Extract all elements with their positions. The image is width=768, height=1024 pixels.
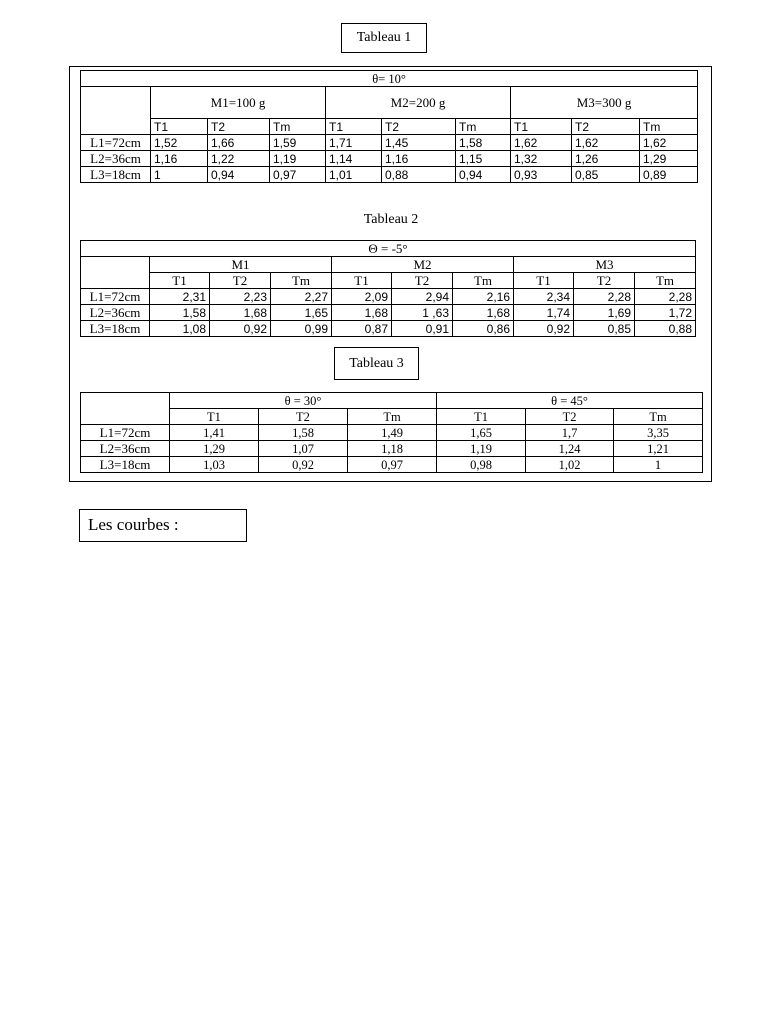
table-cell: 1 (151, 167, 208, 183)
table-cell: 1,01 (326, 167, 382, 183)
tableau-3-caption-text: Tableau 3 (349, 355, 404, 371)
t3-sub-header: Tm (348, 409, 437, 425)
table-cell: 1,19 (270, 151, 326, 167)
t2-sub-header: T2 (574, 273, 635, 289)
table-row (81, 321, 696, 337)
table-cell: 1,41 (170, 425, 259, 441)
table-cell: 1,62 (572, 135, 640, 151)
table-cell: 0,86 (453, 321, 514, 337)
table-cell: 1,62 (640, 135, 698, 151)
table-cell: 1,52 (151, 135, 208, 151)
table-cell: 1,62 (511, 135, 572, 151)
t3-sub-header: T2 (259, 409, 348, 425)
table-cell: 0,88 (635, 321, 696, 337)
row-label: L3=18cm (81, 321, 150, 337)
t2-sub-header: T1 (514, 273, 574, 289)
row-label: L1=72cm (81, 135, 151, 151)
table-row (81, 441, 703, 457)
t1-sub-header: T1 (511, 119, 572, 135)
table-cell: 1,72 (635, 305, 696, 321)
table-cell: 1,7 (526, 425, 614, 441)
table-cell: 1,29 (640, 151, 698, 167)
table-cell: 3,35 (614, 425, 703, 441)
table-cell: 0,91 (392, 321, 453, 337)
table-cell: 0,94 (208, 167, 270, 183)
t1-corner-cell (81, 87, 151, 135)
table-cell: 2,27 (271, 289, 332, 305)
table-cell: 1,65 (437, 425, 526, 441)
table-cell: 1,24 (526, 441, 614, 457)
table-cell: 0,92 (259, 457, 348, 473)
table-cell: 1,59 (270, 135, 326, 151)
table-row (81, 167, 698, 183)
t1-sub-header: T1 (326, 119, 382, 135)
table-row (81, 457, 703, 473)
row-label: L2=36cm (81, 441, 170, 457)
courbes-heading (79, 509, 247, 542)
table-cell: 1,19 (437, 441, 526, 457)
table-cell: 0,94 (456, 167, 511, 183)
table-cell: 1,58 (150, 305, 210, 321)
table-cell: 1,16 (382, 151, 456, 167)
table-cell: 1,16 (151, 151, 208, 167)
table-cell: 2,16 (453, 289, 514, 305)
table-cell: 1,14 (326, 151, 382, 167)
tableau-1 (80, 70, 698, 183)
table-cell: 1,26 (572, 151, 640, 167)
table-cell: 0,98 (437, 457, 526, 473)
table-row (81, 135, 698, 151)
table-cell: 1,08 (150, 321, 210, 337)
table-cell: 2,23 (210, 289, 271, 305)
t1-mass-header-m2: M2=200 g (326, 87, 511, 119)
table-cell: 2,31 (150, 289, 210, 305)
t2-sub-header: Tm (635, 273, 696, 289)
table-cell: 1,74 (514, 305, 574, 321)
table-row (81, 425, 703, 441)
table-cell: 1,45 (382, 135, 456, 151)
tableau-2-caption: Tableau 2 (363, 212, 419, 227)
row-label: L1=72cm (81, 425, 170, 441)
tableau-1-caption (341, 23, 427, 53)
t2-sub-header: T2 (210, 273, 271, 289)
courbes-heading-text: Les courbes : (88, 515, 179, 534)
table-cell: 1,58 (259, 425, 348, 441)
table-cell: 2,28 (635, 289, 696, 305)
table-cell: 2,34 (514, 289, 574, 305)
table-row (81, 151, 698, 167)
t1-mass-header-m1: M1=100 g (151, 87, 326, 119)
table-cell: 1,32 (511, 151, 572, 167)
row-label: L3=18cm (81, 167, 151, 183)
t3-sub-header: T1 (437, 409, 526, 425)
t1-mass-header-m3: M3=300 g (511, 87, 698, 119)
table-cell: 0,85 (574, 321, 635, 337)
table-cell: 2,09 (332, 289, 392, 305)
table-cell: 2,94 (392, 289, 453, 305)
t2-mass-header-m3: M3 (514, 257, 696, 273)
table-cell: 0,97 (348, 457, 437, 473)
t1-sub-header: T2 (208, 119, 270, 135)
t3-sub-header: T2 (526, 409, 614, 425)
table-cell: 0,89 (640, 167, 698, 183)
tableau-1-caption-text: Tableau 1 (356, 30, 412, 45)
table-cell: 1,68 (332, 305, 392, 321)
tableau-3 (80, 392, 703, 473)
table-cell: 1,49 (348, 425, 437, 441)
t2-mass-header-m1: M1 (150, 257, 332, 273)
row-label: L2=36cm (81, 305, 150, 321)
table-cell: 0,93 (511, 167, 572, 183)
table-cell: 1,68 (210, 305, 271, 321)
table-cell: 1 ,63 (392, 305, 453, 321)
table-cell: 2,28 (574, 289, 635, 305)
table-cell: 0,92 (514, 321, 574, 337)
table-cell: 1,15 (456, 151, 511, 167)
t3-sub-header: T1 (170, 409, 259, 425)
t3-angle-header-30: θ = 30° (170, 393, 437, 409)
t3-angle-header-45: θ = 45° (437, 393, 703, 409)
tableau-2 (80, 240, 696, 337)
table-cell: 0,85 (572, 167, 640, 183)
table-cell: 1,29 (170, 441, 259, 457)
table-cell: 1,02 (526, 457, 614, 473)
row-label: L1=72cm (81, 289, 150, 305)
row-label: L3=18cm (81, 457, 170, 473)
t2-sub-header: Tm (453, 273, 514, 289)
table-cell: 1,22 (208, 151, 270, 167)
table-cell: 0,88 (382, 167, 456, 183)
row-label: L2=36cm (81, 151, 151, 167)
table-cell: 0,92 (210, 321, 271, 337)
t1-sub-header: T2 (382, 119, 456, 135)
t3-sub-header: Tm (614, 409, 703, 425)
tableau-3-caption (334, 347, 419, 380)
table-cell: 1,21 (614, 441, 703, 457)
table-cell: 1,18 (348, 441, 437, 457)
table-row (81, 289, 696, 305)
t2-sub-header: T1 (150, 273, 210, 289)
table-cell: 1,66 (208, 135, 270, 151)
t2-sub-header: T2 (392, 273, 453, 289)
table-cell: 1,68 (453, 305, 514, 321)
t2-sub-header: Tm (271, 273, 332, 289)
table-cell: 1,65 (271, 305, 332, 321)
table-cell: 0,87 (332, 321, 392, 337)
table-cell: 0,99 (271, 321, 332, 337)
t1-sub-header: T2 (572, 119, 640, 135)
t1-angle-header: θ= 10° (81, 71, 698, 87)
t2-angle-header: Θ = -5° (81, 241, 696, 257)
table-cell: 1,03 (170, 457, 259, 473)
t1-sub-header: Tm (456, 119, 511, 135)
t2-corner-cell (81, 257, 150, 289)
table-cell: 1 (614, 457, 703, 473)
t2-mass-header-m2: M2 (332, 257, 514, 273)
t1-sub-header: Tm (270, 119, 326, 135)
table-cell: 1,71 (326, 135, 382, 151)
t2-sub-header: T1 (332, 273, 392, 289)
table-cell: 1,69 (574, 305, 635, 321)
t1-sub-header: T1 (151, 119, 208, 135)
t1-sub-header: Tm (640, 119, 698, 135)
t3-corner-cell (81, 393, 170, 425)
table-row (81, 305, 696, 321)
table-cell: 1,07 (259, 441, 348, 457)
table-cell: 1,58 (456, 135, 511, 151)
table-cell: 0,97 (270, 167, 326, 183)
